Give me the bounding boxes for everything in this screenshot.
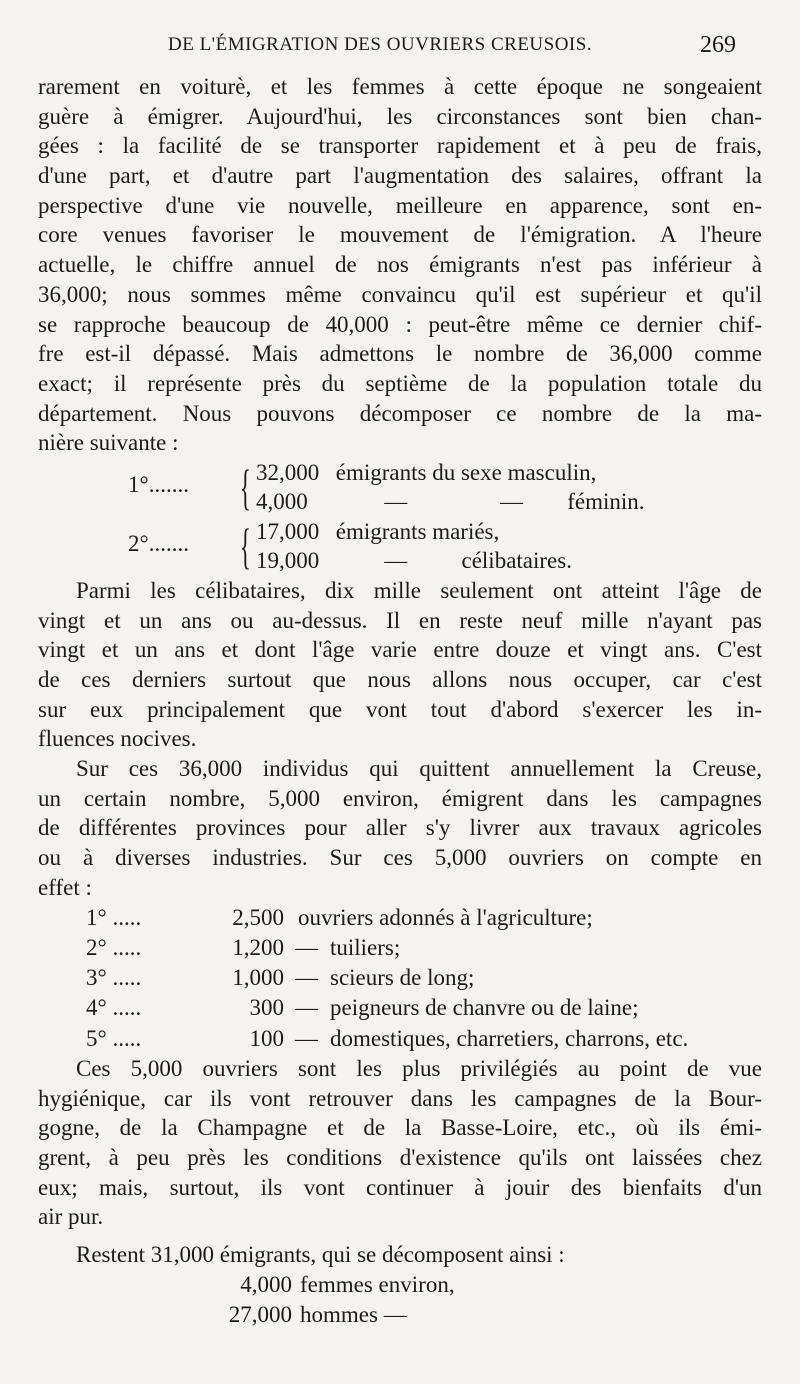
ditto-dash: — xyxy=(384,548,408,574)
item-count: 100 xyxy=(249,1025,284,1051)
item-number: 4° ..... xyxy=(86,995,142,1021)
item-count: 300 xyxy=(249,995,284,1021)
ditto-dash: — xyxy=(295,1025,318,1051)
ditto-dash: — xyxy=(295,995,318,1021)
item-count: 4,000 xyxy=(240,1271,292,1297)
item-label: femmes environ, xyxy=(300,1271,455,1297)
page-body xyxy=(38,72,762,1330)
list-item xyxy=(38,993,762,1023)
list-item xyxy=(38,933,762,963)
count: 17,000 xyxy=(256,518,320,544)
group-label: 2°....... xyxy=(128,530,189,556)
text-line: Parmi les célibataires, dix mille seulement ont atteint l'âge de xyxy=(76,577,762,603)
text-line: gogne, de la Champagne et de la Basse-Loire, etc., où ils émi- xyxy=(38,1115,762,1141)
group-label: 1°....... xyxy=(128,471,189,497)
text-line: hygiénique, car ils vont retrouver dans les campagnes de la Bour- xyxy=(38,1085,762,1111)
item-number: 2° ..... xyxy=(86,934,142,960)
text-line: rarement en voiturè, et les femmes à cette époque ne songeaient xyxy=(38,74,762,99)
text-line: d'une part, et d'autre part l'augmentation des salaires, offrant la xyxy=(38,163,762,189)
item-count: 27,000 xyxy=(228,1301,292,1327)
text-line: ou à diverses industries. Sur ces 5,000 ouvriers on compte en xyxy=(38,845,762,871)
paragraph xyxy=(38,1054,762,1232)
item-label: ouvriers adonnés à l'agriculture; xyxy=(298,904,593,930)
text-line: fre est-il dépassé. Mais admettons le nombre de 36,000 comme xyxy=(38,341,762,367)
breakdown-row xyxy=(256,458,645,488)
item-number: 3° ..... xyxy=(86,965,142,991)
list-item xyxy=(38,1300,762,1330)
breakdown-row xyxy=(256,487,645,517)
text-line: 36,000; nous sommes même convaincu qu'il est supérieur et qu'il xyxy=(38,281,762,307)
list-item xyxy=(38,1270,762,1300)
breakdown-group xyxy=(38,458,762,517)
text-line: Sur ces 36,000 individus qui quittent annuellement la Creuse, xyxy=(76,756,762,782)
ditto-dash: — xyxy=(295,934,318,960)
ditto-dash: — xyxy=(295,965,318,991)
text-line: un certain nombre, 5,000 environ, émigrent dans les campagnes xyxy=(38,785,762,811)
breakdown-row xyxy=(256,546,572,576)
item-label: domestiques, charretiers, charrons, etc. xyxy=(330,1025,689,1051)
count: 4,000 xyxy=(256,489,308,515)
text-line: de différentes provinces pour aller s'y livrer aux travaux agricoles xyxy=(38,815,762,841)
item-label: hommes — xyxy=(300,1301,407,1327)
list-item xyxy=(38,903,762,933)
item-label: tuiliers; xyxy=(330,934,401,960)
count: 19,000 xyxy=(256,548,320,574)
ditto-dash: — xyxy=(384,489,408,515)
text-line: vingt et un ans ou au-dessus. Il en reste neuf mille n'ayant pas xyxy=(38,607,762,633)
text-line: grent, à peu près les conditions d'existence qu'ils ont laissées chez xyxy=(38,1145,762,1171)
text-line: perspective d'une vie nouvelle, meilleure en apparence, sont en- xyxy=(38,192,762,218)
item-label: peigneurs de chanvre ou de laine; xyxy=(330,995,639,1021)
breakdown-row xyxy=(256,517,572,547)
breakdown-group xyxy=(38,517,762,576)
text-line: gées : la facilité de se transporter rapidement et à peu de frais, xyxy=(38,133,762,159)
running-title: DE L'ÉMIGRATION DES OUVRIERS CREUSOIS. xyxy=(168,34,593,55)
description: émigrants du sexe masculin, xyxy=(335,459,597,485)
text-line: Ces 5,000 ouvriers sont les plus privilégiés au point de vue xyxy=(76,1055,762,1081)
paragraph xyxy=(38,1240,762,1330)
description: émigrants mariés, xyxy=(335,518,500,544)
text-line: Restent 31,000 émigrants, qui se décomposent ainsi : xyxy=(76,1242,565,1268)
text-line: département. Nous pouvons décomposer ce nombre de la ma- xyxy=(38,400,762,426)
count: 32,000 xyxy=(256,459,320,485)
text-line: exact; il représente près du septième de la population totale du xyxy=(38,370,762,396)
paragraph xyxy=(38,576,762,754)
text-line: se rapproche beaucoup de 40,000 : peut-être même ce dernier chif- xyxy=(38,311,762,337)
page-number: 269 xyxy=(700,32,736,58)
page-header xyxy=(0,30,800,70)
list-item xyxy=(38,963,762,993)
ditto-dash: — xyxy=(500,489,523,515)
text-line: nière suivante : xyxy=(38,430,179,456)
brace: { xyxy=(240,517,251,574)
paragraph xyxy=(38,754,762,902)
text-line: actuelle, le chiffre annuel de nos émigrants n'est pas inférieur à xyxy=(38,252,762,278)
text-line: vingt et un ans et dont l'âge varie entre douze et vingt ans. C'est xyxy=(38,637,762,663)
item-label: scieurs de long; xyxy=(330,965,475,991)
text-line: fluences nocives. xyxy=(38,726,197,752)
text-line: guère à émigrer. Aujourd'hui, les circonstances sont bien chan- xyxy=(38,103,762,129)
occupation-list xyxy=(38,903,762,1054)
item-count: 1,000 xyxy=(232,965,284,991)
text-line: eux; mais, surtout, ils vont continuer à jouir des bienfaits d'un xyxy=(38,1174,762,1200)
description: féminin. xyxy=(567,489,645,515)
item-number: 1° ..... xyxy=(86,904,142,930)
text-line: de ces derniers surtout que nous allons nous occuper, car c'est xyxy=(38,667,762,692)
paragraph xyxy=(38,72,762,458)
item-number: 5° ..... xyxy=(86,1025,142,1051)
text-line: core venues favoriser le mouvement de l'émigration. A l'heure xyxy=(38,222,762,248)
brace: { xyxy=(240,458,251,515)
text-line: effet : xyxy=(38,874,92,900)
item-count: 1,200 xyxy=(232,934,284,960)
list-item xyxy=(38,1024,762,1054)
item-count: 2,500 xyxy=(232,904,284,930)
text-line: air pur. xyxy=(38,1204,104,1230)
description: célibataires. xyxy=(461,548,572,574)
text-line: sur eux principalement que vont tout d'abord s'exercer les in- xyxy=(38,696,762,722)
